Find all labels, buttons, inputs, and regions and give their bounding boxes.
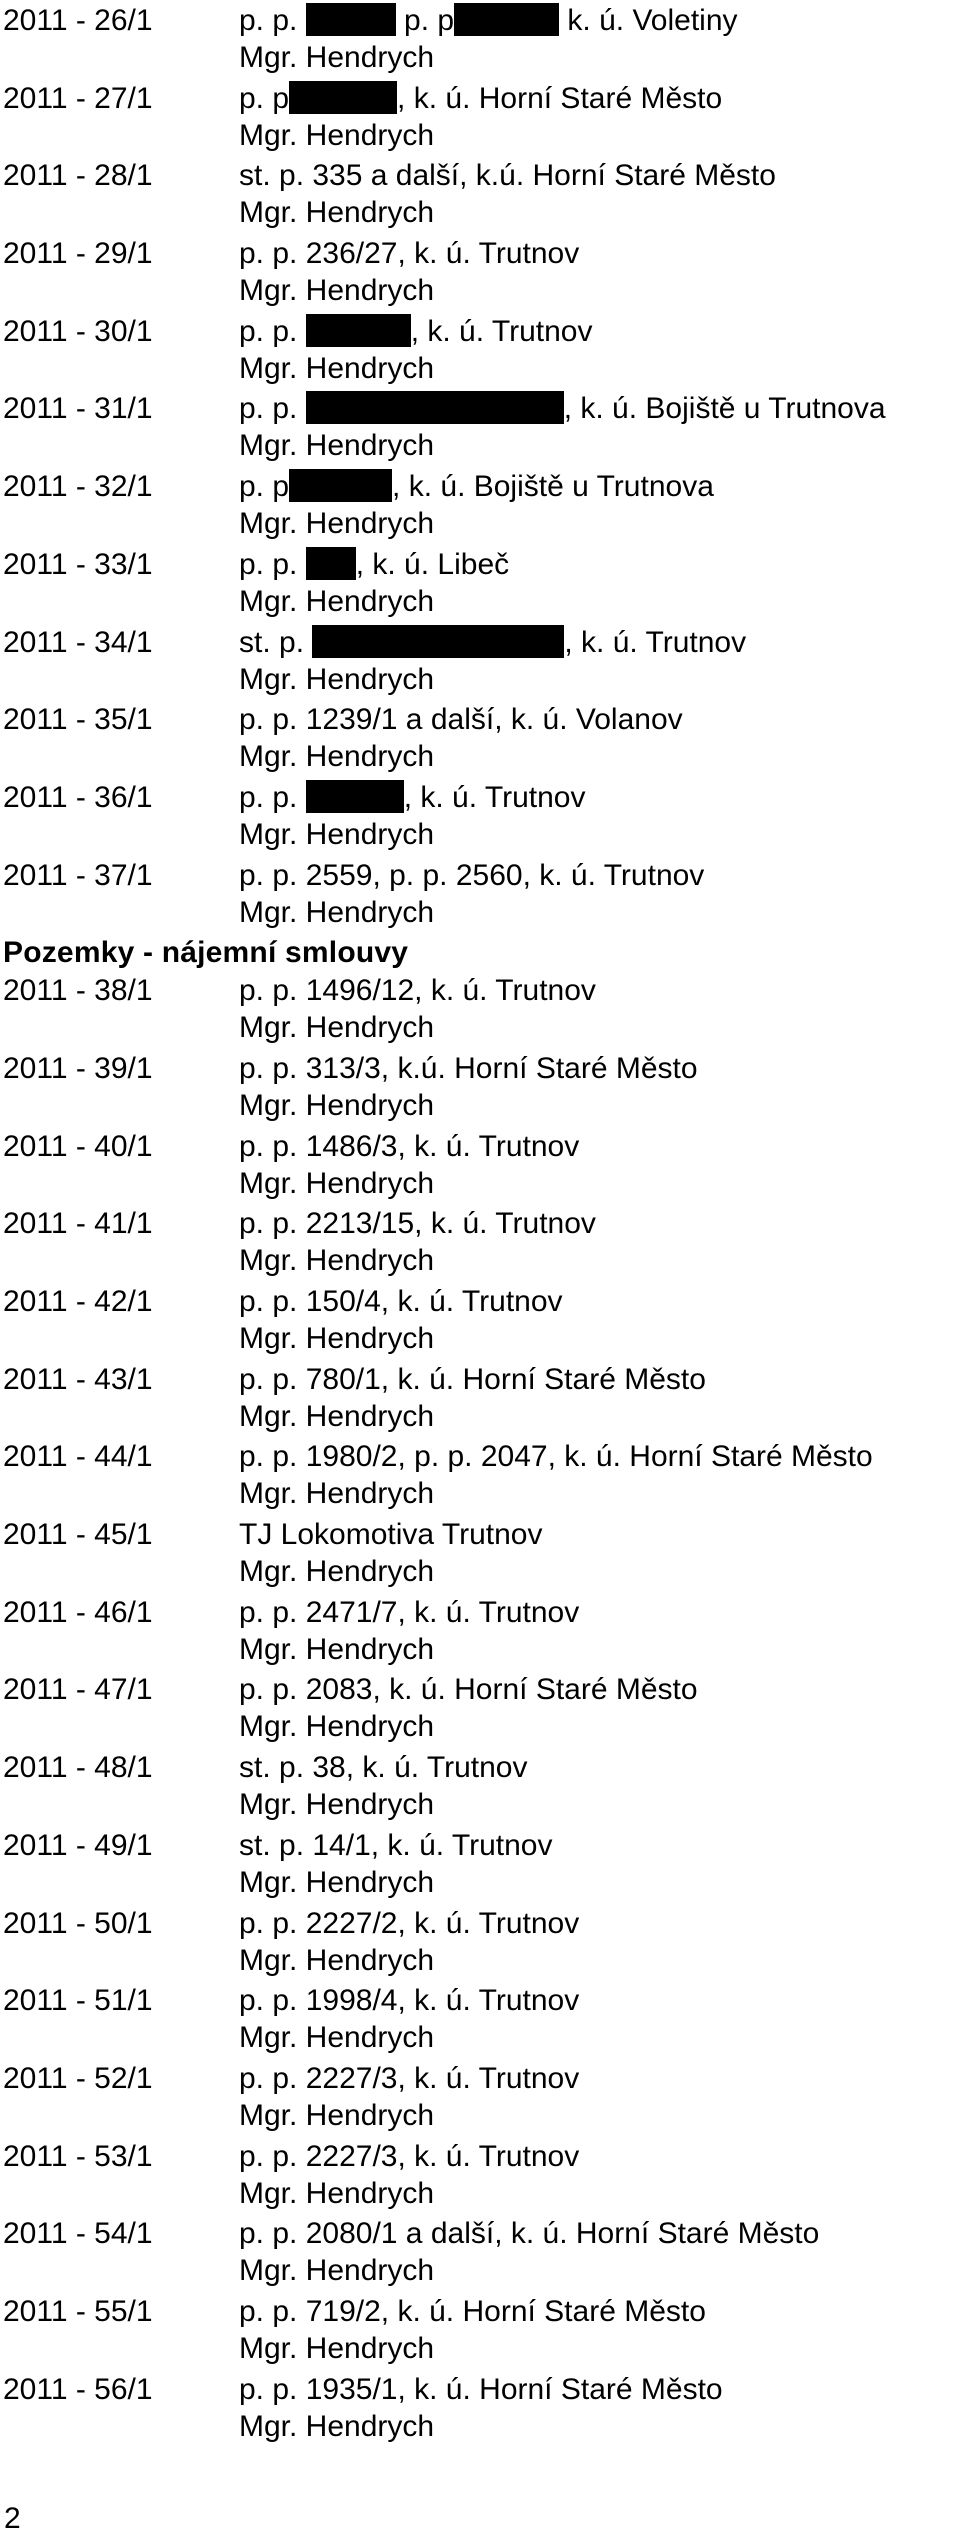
entry-responsible: Mgr. Hendrych — [239, 1943, 435, 1977]
list-item — [3, 1594, 953, 1672]
entry-description — [239, 2293, 706, 2331]
redaction-block — [306, 547, 356, 580]
description-text: p. p — [239, 470, 290, 504]
entry-responsible: Mgr. Hendrych — [239, 196, 435, 230]
description-text: p. p. — [239, 547, 306, 581]
description-text: st. p. 38, k. ú. Trutnov — [239, 1751, 528, 1785]
redaction-block — [289, 469, 392, 502]
redaction-block — [312, 625, 564, 658]
description-text: p. p. 2213/15, k. ú. Trutnov — [239, 1207, 596, 1241]
description-text: st. p. — [239, 625, 313, 659]
entry-number: 2011 - 39/1 — [3, 1051, 153, 1085]
entry-number: 2011 - 34/1 — [3, 625, 153, 659]
entry-number: 2011 - 47/1 — [3, 1673, 153, 1707]
entry-description — [239, 972, 596, 1010]
entry-number: 2011 - 26/1 — [3, 4, 153, 37]
entry-responsible: Mgr. Hendrych — [239, 1088, 435, 1122]
entry-responsible: Mgr. Hendrych — [239, 1399, 435, 1433]
entry-responsible: Mgr. Hendrych — [239, 2176, 435, 2210]
description-text: p. p. 719/2, k. ú. Horní Staré Město — [239, 2294, 706, 2328]
entry-number: 2011 - 52/1 — [3, 2061, 153, 2095]
entry-responsible: Mgr. Hendrych — [239, 662, 435, 696]
list-item — [3, 313, 953, 391]
redaction-block — [306, 314, 411, 347]
description-text: TJ Lokomotiva Trutnov — [239, 1518, 543, 1552]
description-text: p. p. 236/27, k. ú. Trutnov — [239, 237, 580, 271]
description-text: p. p. 2083, k. ú. Horní Staré Město — [239, 1673, 698, 1707]
entry-description — [239, 1982, 579, 2020]
entry-description — [239, 1128, 579, 1166]
entry-responsible: Mgr. Hendrych — [239, 118, 435, 152]
entry-number: 2011 - 54/1 — [3, 2217, 153, 2251]
entry-responsible: Mgr. Hendrych — [239, 1477, 435, 1511]
entry-description — [239, 390, 886, 428]
description-text: p. p. — [239, 392, 306, 426]
list-item — [3, 235, 953, 313]
entry-responsible: Mgr. Hendrych — [239, 817, 435, 851]
entry-number: 2011 - 31/1 — [3, 392, 153, 426]
entry-description — [239, 546, 509, 584]
entry-description — [239, 857, 704, 895]
description-text: , k. ú. Bojiště u Trutnova — [392, 470, 714, 504]
list-item — [3, 468, 953, 546]
entry-number: 2011 - 46/1 — [3, 1595, 153, 1629]
entry-number: 2011 - 33/1 — [3, 547, 153, 581]
list-item — [3, 624, 953, 702]
description-text: p. p. 1935/1, k. ú. Horní Staré Město — [239, 2372, 723, 2406]
entry-number: 2011 - 36/1 — [3, 780, 153, 814]
list-item — [3, 1050, 953, 1128]
list-item — [3, 1438, 953, 1516]
entry-responsible: Mgr. Hendrych — [239, 895, 435, 929]
description-text: p. p. 1239/1 a další, k. ú. Volanov — [239, 703, 683, 737]
list-item — [3, 701, 953, 779]
description-text: p. p. 2080/1 a další, k. ú. Horní Staré Město — [239, 2217, 820, 2251]
entry-responsible: Mgr. Hendrych — [239, 2098, 435, 2132]
description-text: p. p. 2471/7, k. ú. Trutnov — [239, 1595, 580, 1629]
entry-number: 2011 - 55/1 — [3, 2294, 153, 2328]
page-number: 2 — [4, 2502, 21, 2535]
list-item — [3, 1516, 953, 1594]
entry-number: 2011 - 45/1 — [3, 1518, 153, 1552]
entry-description — [239, 779, 585, 817]
description-text: , k. ú. Horní Staré Město — [397, 81, 723, 115]
entry-description — [239, 1361, 706, 1399]
entry-description — [239, 2, 738, 40]
entry-number: 2011 - 48/1 — [3, 1751, 153, 1785]
description-text: p. p. 1980/2, p. p. 2047, k. ú. Horní Staré Město — [239, 1440, 873, 1474]
entry-description — [239, 235, 579, 273]
entry-number: 2011 - 30/1 — [3, 314, 153, 348]
redaction-block — [306, 391, 564, 424]
entry-number: 2011 - 40/1 — [3, 1129, 153, 1163]
list-item — [3, 779, 953, 857]
redaction-block — [454, 3, 559, 36]
list-item — [3, 2215, 953, 2293]
entry-description — [239, 1205, 596, 1243]
entry-description — [239, 313, 592, 351]
description-text: p. p. 1486/3, k. ú. Trutnov — [239, 1129, 580, 1163]
entry-description — [239, 1749, 527, 1787]
entry-responsible: Mgr. Hendrych — [239, 41, 435, 74]
redaction-block — [289, 81, 397, 114]
entry-responsible: Mgr. Hendrych — [239, 1788, 435, 1822]
description-text: p. p. — [239, 780, 306, 814]
list-item — [3, 1905, 953, 1983]
entry-responsible: Mgr. Hendrych — [239, 1632, 435, 1666]
entry-responsible: Mgr. Hendrych — [239, 2254, 435, 2288]
list-item — [3, 1283, 953, 1361]
entry-responsible: Mgr. Hendrych — [239, 2021, 435, 2055]
description-text: p. p. 2227/3, k. ú. Trutnov — [239, 2061, 580, 2095]
list-item — [3, 2138, 953, 2216]
list-item — [3, 390, 953, 468]
entry-number: 2011 - 32/1 — [3, 470, 153, 504]
entry-responsible: Mgr. Hendrych — [239, 584, 435, 618]
list-item — [3, 1749, 953, 1827]
description-text: , k. ú. Trutnov — [403, 780, 586, 814]
description-text: , k. ú. Bojiště u Trutnova — [563, 392, 886, 426]
list-item — [3, 1671, 953, 1749]
entry-description — [239, 1594, 579, 1632]
entry-number: 2011 - 37/1 — [3, 858, 153, 892]
entry-description — [239, 2371, 723, 2409]
list-item — [3, 857, 953, 935]
description-text: st. p. 14/1, k. ú. Trutnov — [239, 1828, 553, 1862]
entry-description — [239, 1827, 553, 1865]
description-text: , k. ú. Libeč — [355, 547, 510, 581]
description-text: k. ú. Voletiny — [559, 4, 738, 37]
entry-responsible: Mgr. Hendrych — [239, 274, 435, 308]
list-item — [3, 2060, 953, 2138]
entry-description — [239, 1283, 563, 1321]
entry-description — [239, 1516, 542, 1554]
list-item — [3, 157, 953, 235]
entry-list-leases — [3, 972, 953, 2448]
description-text: p. p. 1998/4, k. ú. Trutnov — [239, 1984, 580, 2018]
list-item — [3, 2, 953, 80]
description-text: p. p. 1496/12, k. ú. Trutnov — [239, 974, 596, 1008]
entry-responsible: Mgr. Hendrych — [239, 1865, 435, 1899]
document-body — [3, 2, 953, 2448]
entry-responsible: Mgr. Hendrych — [239, 1011, 435, 1045]
list-item — [3, 1827, 953, 1905]
entry-description — [239, 701, 683, 739]
entry-description — [239, 2060, 579, 2098]
redaction-block — [306, 3, 396, 36]
description-text: p. p. 313/3, k.ú. Horní Staré Město — [239, 1051, 698, 1085]
list-item — [3, 1982, 953, 2060]
description-text: p. p. 780/1, k. ú. Horní Staré Město — [239, 1362, 706, 1396]
description-text: , k. ú. Trutnov — [410, 314, 593, 348]
entry-responsible: Mgr. Hendrych — [239, 1710, 435, 1744]
entry-number: 2011 - 49/1 — [3, 1828, 153, 1862]
description-text: p. p. — [239, 314, 306, 348]
entry-number: 2011 - 44/1 — [3, 1440, 153, 1474]
entry-number: 2011 - 27/1 — [3, 81, 153, 115]
description-text: p. p. — [239, 4, 306, 37]
section-heading: Pozemky - nájemní smlouvy — [3, 936, 409, 970]
entry-responsible: Mgr. Hendrych — [239, 1166, 435, 1200]
entry-responsible: Mgr. Hendrych — [239, 351, 435, 385]
description-text: p. p — [239, 81, 290, 115]
entry-description — [239, 1050, 698, 1088]
entry-description — [239, 1671, 698, 1709]
entry-responsible: Mgr. Hendrych — [239, 1322, 435, 1355]
entry-description — [239, 2138, 579, 2176]
entry-number: 2011 - 53/1 — [3, 2139, 153, 2173]
entry-responsible: Mgr. Hendrych — [239, 2409, 435, 2443]
entry-number: 2011 - 50/1 — [3, 1906, 153, 1940]
entry-number: 2011 - 38/1 — [3, 974, 153, 1008]
entry-number: 2011 - 35/1 — [3, 703, 153, 737]
entry-responsible: Mgr. Hendrych — [239, 2331, 435, 2365]
entry-number: 2011 - 29/1 — [3, 237, 153, 271]
entry-number: 2011 - 28/1 — [3, 159, 153, 193]
entry-description — [239, 468, 714, 506]
entry-number: 2011 - 43/1 — [3, 1362, 153, 1396]
description-text: st. p. 335 a další, k.ú. Horní Staré Město — [239, 159, 776, 193]
list-item — [3, 80, 953, 158]
entry-description — [239, 80, 722, 118]
entry-description — [239, 157, 776, 195]
list-item — [3, 2371, 953, 2449]
entry-number: 2011 - 56/1 — [3, 2372, 153, 2406]
entry-number: 2011 - 42/1 — [3, 1285, 153, 1318]
list-item — [3, 1205, 953, 1283]
entry-responsible: Mgr. Hendrych — [239, 429, 435, 463]
redaction-block — [306, 780, 404, 813]
entry-description — [239, 1438, 873, 1476]
description-text: , k. ú. Trutnov — [564, 625, 747, 659]
entry-responsible: Mgr. Hendrych — [239, 507, 435, 541]
description-text: p. p. 150/4, k. ú. Trutnov — [239, 1285, 563, 1318]
description-text: p. p. 2559, p. p. 2560, k. ú. Trutnov — [239, 858, 705, 892]
entry-number: 2011 - 41/1 — [3, 1207, 153, 1241]
list-item — [3, 2293, 953, 2371]
list-item — [3, 972, 953, 1050]
list-item — [3, 1361, 953, 1439]
entry-responsible: Mgr. Hendrych — [239, 1244, 435, 1278]
entry-responsible: Mgr. Hendrych — [239, 740, 435, 774]
description-text: p. p — [395, 4, 455, 37]
entry-list-sales — [3, 2, 953, 934]
entry-description — [239, 1905, 579, 1943]
entry-responsible: Mgr. Hendrych — [239, 1555, 435, 1589]
description-text: p. p. 2227/2, k. ú. Trutnov — [239, 1906, 580, 1940]
entry-description — [239, 2215, 819, 2253]
entry-description — [239, 624, 746, 662]
list-item — [3, 1128, 953, 1206]
entry-number: 2011 - 51/1 — [3, 1984, 153, 2018]
list-item — [3, 546, 953, 624]
description-text: p. p. 2227/3, k. ú. Trutnov — [239, 2139, 580, 2173]
